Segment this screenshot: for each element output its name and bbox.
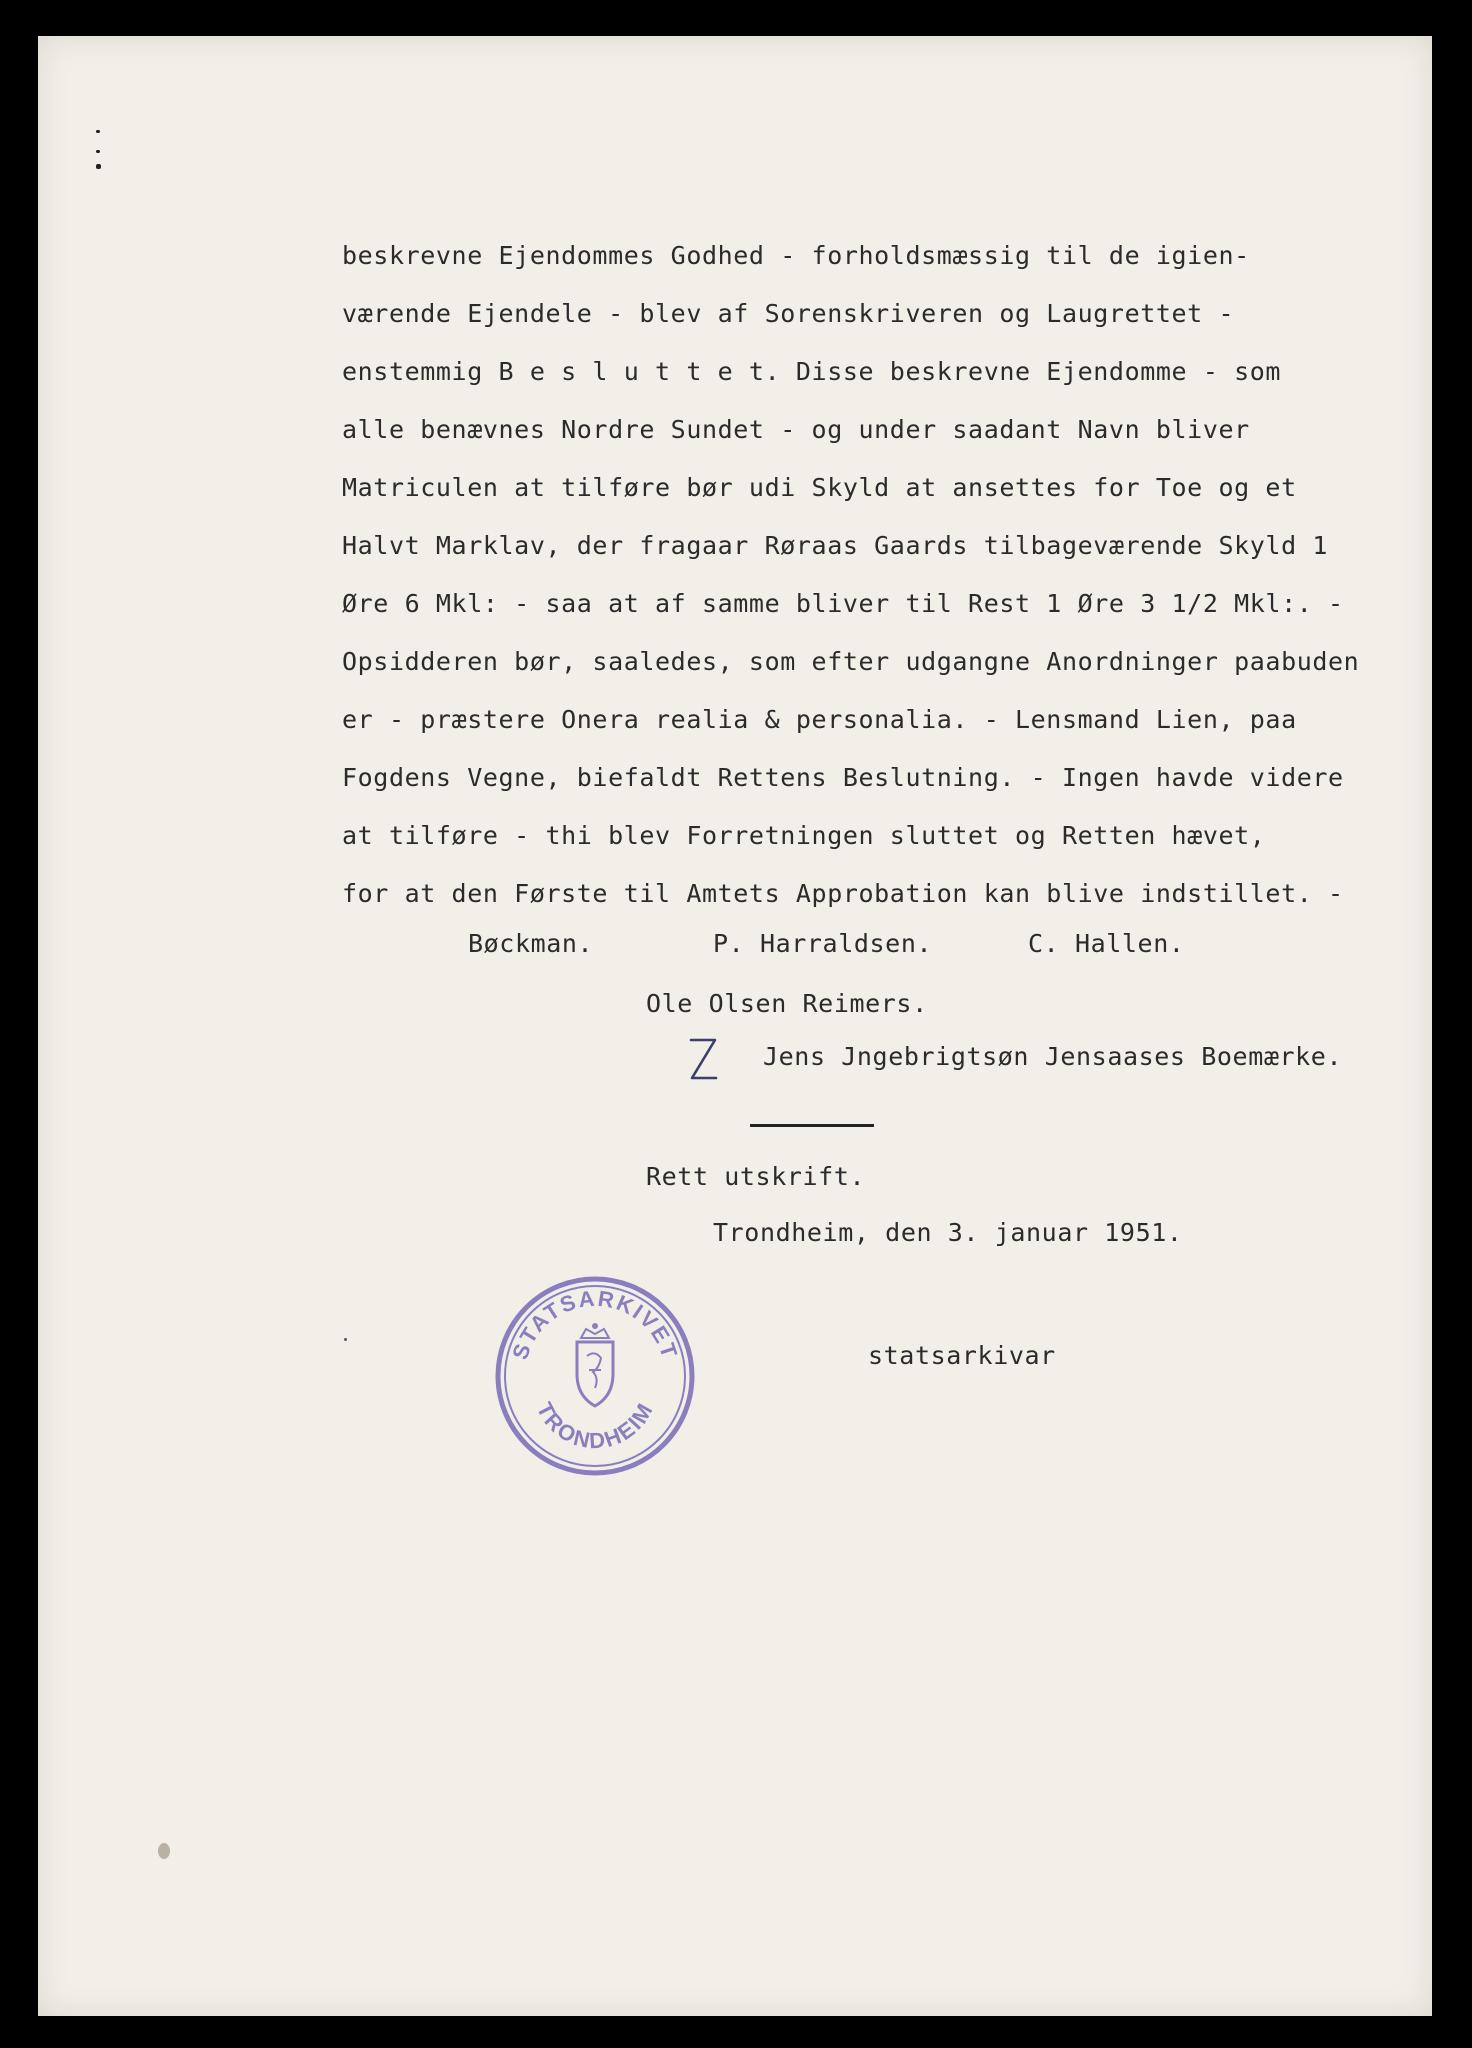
statsarkivar-title: statsarkivar [868, 1341, 1056, 1370]
stamp-bottom-text: TRONDHEIM [531, 1397, 659, 1454]
margin-mark [96, 150, 100, 153]
document-page [38, 36, 1432, 2016]
text-line: enstemmig B e s l u t t e t. Disse beskrevne Ejendomme - som [342, 357, 1282, 386]
text-line: Matriculen at tilføre bør udi Skyld at ansettes for Toe og et [342, 473, 1297, 502]
certification-place-date: Trondheim, den 3. januar 1951. [713, 1218, 1183, 1247]
text-line: Fogdens Vegne, biefaldt Rettens Beslutning. - Ingen havde videre [342, 763, 1344, 792]
paper-speck [344, 1338, 347, 1341]
text-line: beskrevne Ejendommes Godhed - forholdsmæssig til de igien- [342, 241, 1250, 270]
paper-speck [158, 1843, 170, 1859]
text-line: værende Ejendele - blev af Sorenskriveren og Laugrettet - [342, 299, 1235, 328]
text-line: Halvt Marklav, der fragaar Røraas Gaards tilbageværende Skyld 1 [342, 531, 1329, 560]
margin-mark [96, 130, 100, 133]
stamp-top-text: STATSARKIVET [507, 1285, 683, 1363]
archive-stamp [493, 1274, 697, 1478]
text-line: alle benævnes Nordre Sundet - og under saadant Navn bliver [342, 415, 1250, 444]
signature-bockman: Bøckman. [468, 929, 594, 958]
text-line: for at den Første til Amtets Approbation kan blive indstillet. - [342, 879, 1344, 908]
text-line: Opsidderen bør, saaledes, som efter udgangne Anordninger paabuden [342, 647, 1360, 676]
text-line: at tilføre - thi blev Forretningen sluttet og Retten hævet, [342, 821, 1266, 850]
signature-harraldsen: P. Harraldsen. [713, 929, 933, 958]
text-line: Øre 6 Mkl: - saa at af samme bliver til Rest 1 Øre 3 1/2 Mkl:. - [342, 589, 1344, 618]
signature-hallen: C. Hallen. [1028, 929, 1185, 958]
certification-label: Rett utskrift. [646, 1162, 866, 1191]
boemerke-label: Jens Jngebrigtsøn Jensaases Boemærke. [763, 1042, 1343, 1071]
signature-reimers: Ole Olsen Reimers. [646, 989, 928, 1018]
text-line: er - præstere Onera realia & personalia. - Lensmand Lien, paa [342, 705, 1297, 734]
margin-mark [96, 164, 101, 169]
coat-of-arms-icon [577, 1323, 613, 1406]
boemerke-mark [686, 1036, 720, 1082]
divider-rule [750, 1124, 874, 1127]
